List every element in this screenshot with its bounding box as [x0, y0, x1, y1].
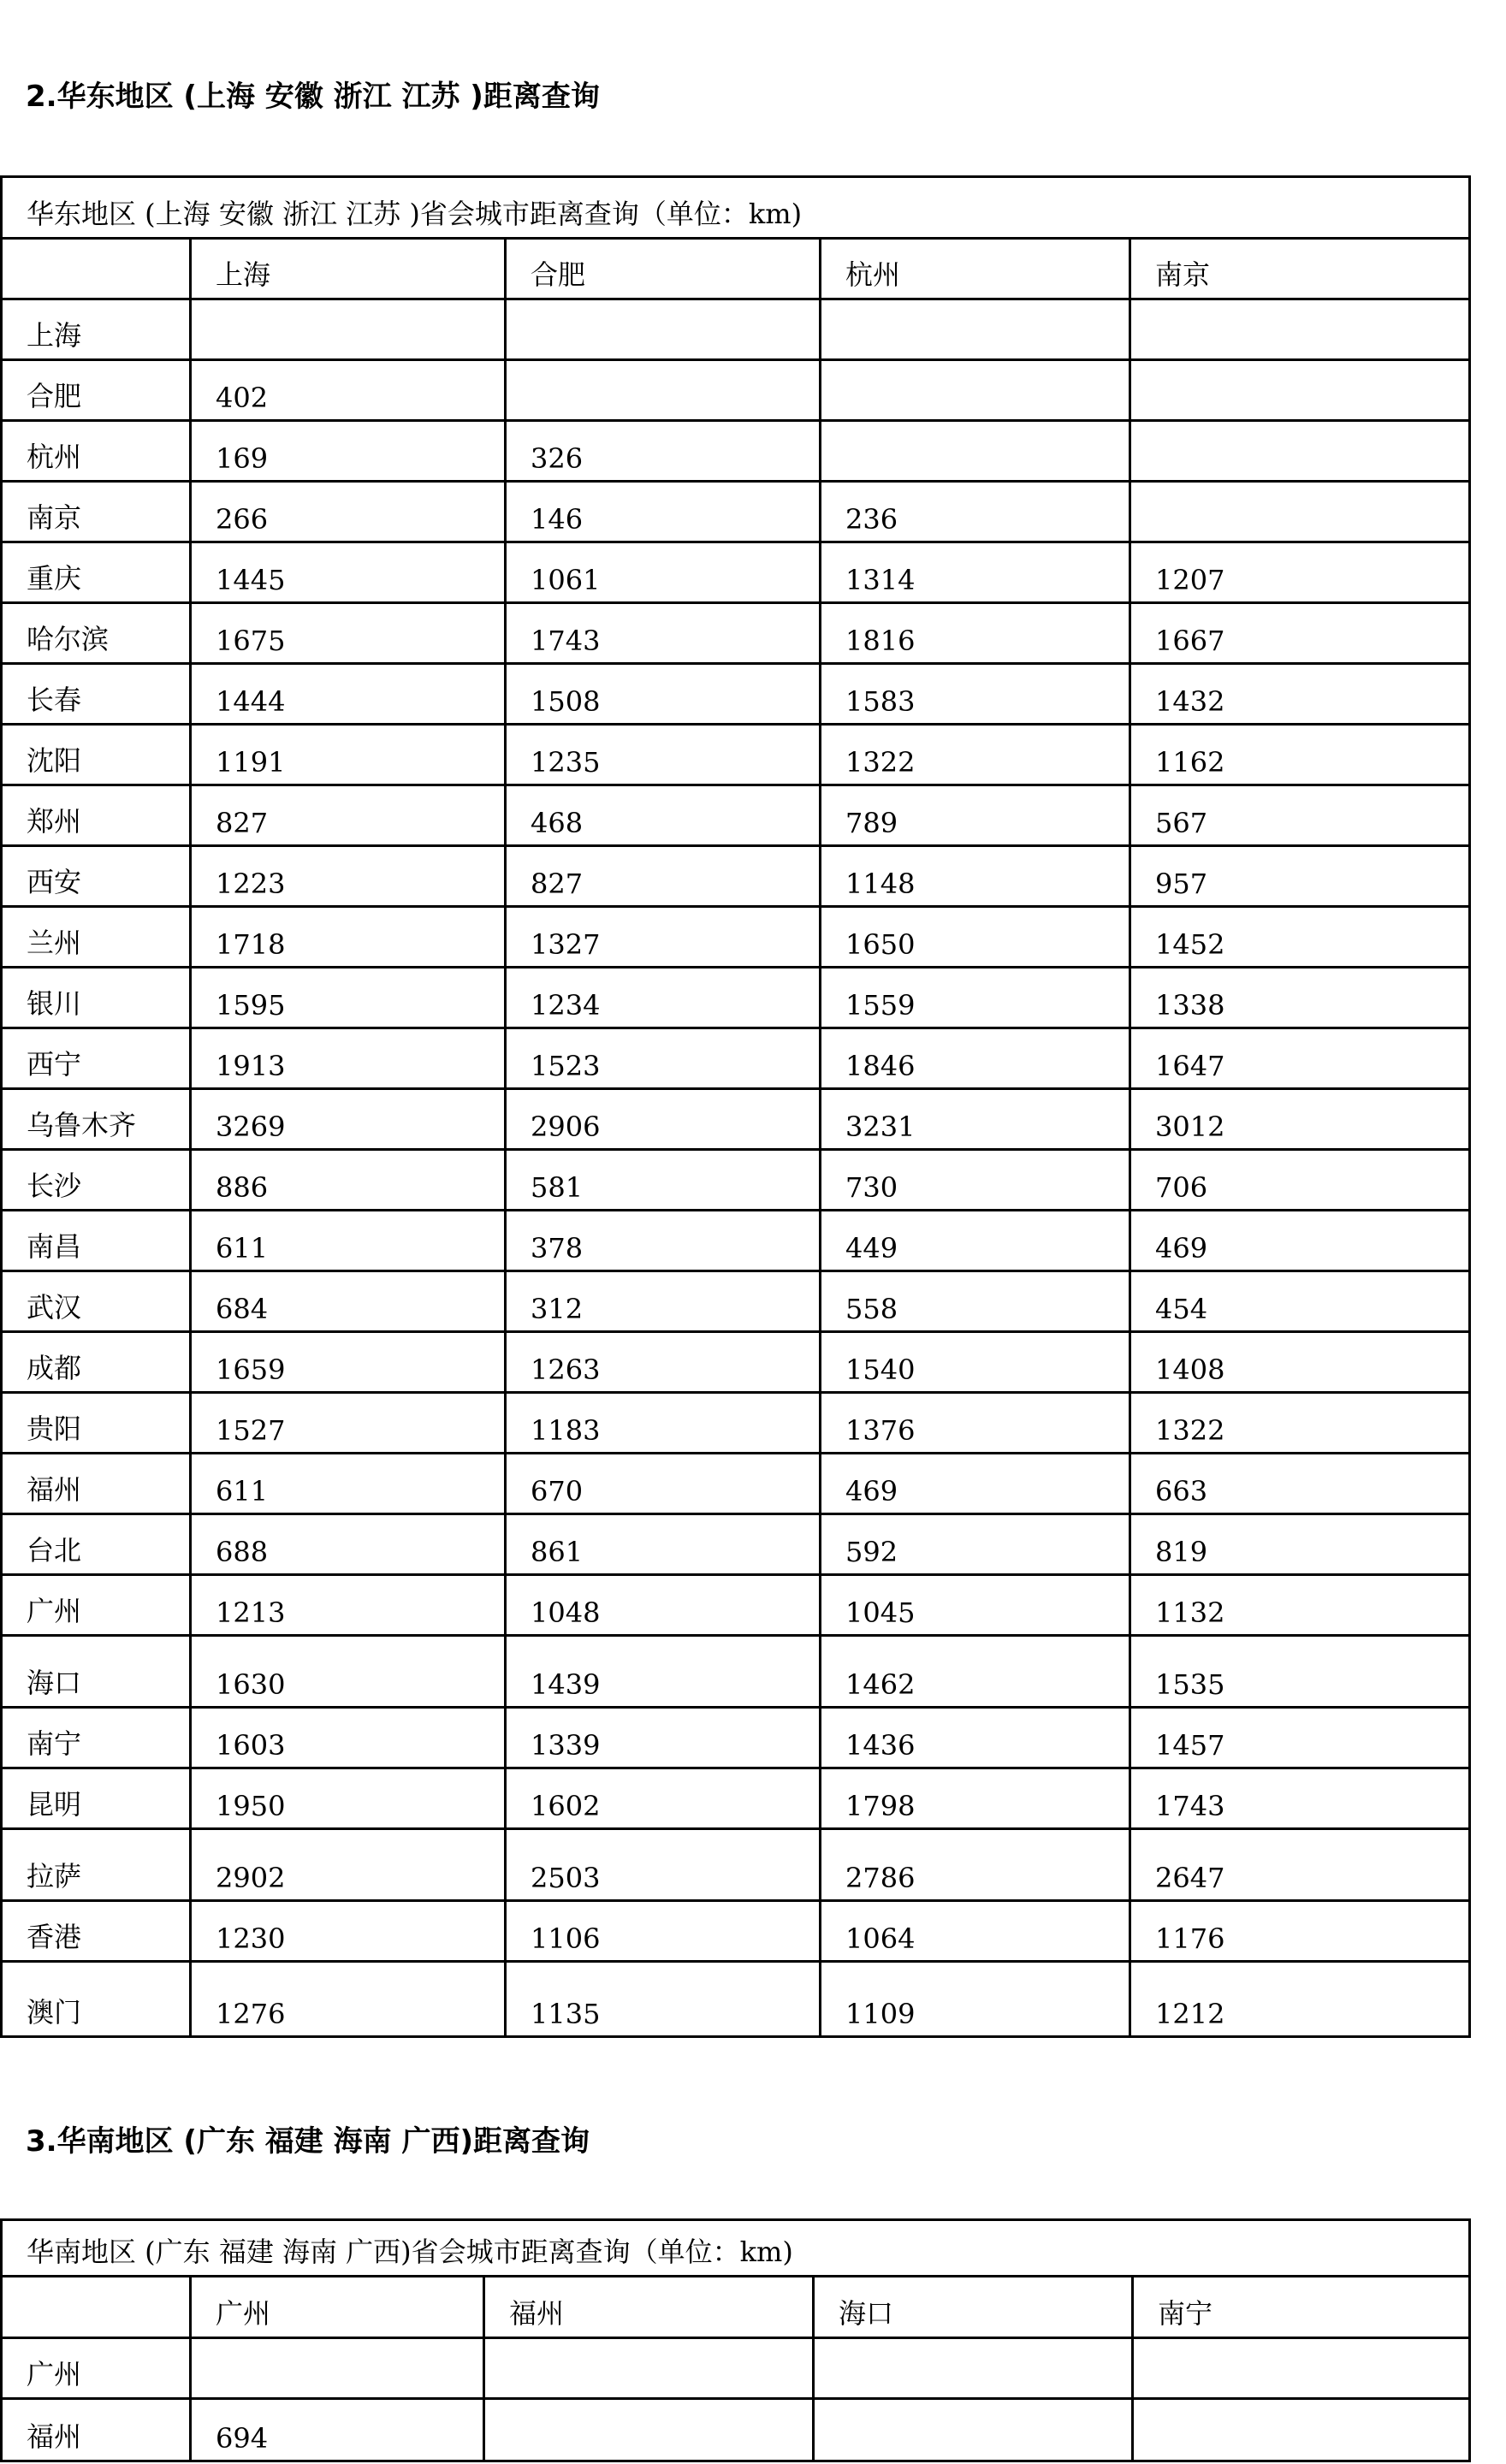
distance-cell: 1630 — [191, 1636, 506, 1708]
distance-cell: 2902 — [191, 1829, 506, 1901]
distance-cell: 266 — [191, 482, 506, 542]
distance-cell: 1743 — [1130, 1768, 1470, 1829]
section-3-heading: 3.华南地区 (广东 福建 海南 广西)距离查询 — [26, 2124, 590, 2159]
distance-cell: 2503 — [506, 1829, 821, 1901]
distance-cell: 1667 — [1130, 603, 1470, 664]
distance-cell: 827 — [506, 846, 821, 907]
distance-cell: 688 — [191, 1514, 506, 1575]
table-row — [2, 2338, 1470, 2399]
distance-cell: 1444 — [191, 664, 506, 725]
row-city-label: 西安 — [2, 846, 191, 907]
row-city-label: 南昌 — [2, 1211, 191, 1271]
distance-cell: 1559 — [821, 968, 1130, 1028]
column-header: 上海 — [191, 239, 506, 299]
table-header-row — [2, 2277, 1470, 2338]
table-row — [2, 1089, 1470, 1150]
distance-cell: 684 — [191, 1271, 506, 1332]
table-row — [2, 542, 1470, 603]
distance-cell: 1207 — [1130, 542, 1470, 603]
row-city-label: 长春 — [2, 664, 191, 725]
table-row — [2, 360, 1470, 421]
row-city-label: 海口 — [2, 1636, 191, 1708]
table-title: 华南地区 (广东 福建 海南 广西)省会城市距离查询（单位：km) — [2, 2220, 1470, 2277]
table-row — [2, 603, 1470, 664]
distance-cell — [1130, 299, 1470, 360]
distance-cell: 819 — [1130, 1514, 1470, 1575]
distance-cell: 1327 — [506, 907, 821, 968]
distance-cell: 827 — [191, 785, 506, 846]
row-city-label: 上海 — [2, 299, 191, 360]
row-city-label: 郑州 — [2, 785, 191, 846]
south-china-distance-table — [0, 2218, 1471, 2462]
distance-cell: 1212 — [1130, 1962, 1470, 2037]
distance-cell: 1432 — [1130, 664, 1470, 725]
distance-cell: 1523 — [506, 1028, 821, 1089]
distance-cell: 1135 — [506, 1962, 821, 2037]
distance-cell: 567 — [1130, 785, 1470, 846]
table-row — [2, 482, 1470, 542]
distance-cell: 1583 — [821, 664, 1130, 725]
row-city-label: 沈阳 — [2, 725, 191, 785]
distance-cell — [1133, 2399, 1470, 2461]
distance-cell: 1452 — [1130, 907, 1470, 968]
distance-cell: 861 — [506, 1514, 821, 1575]
row-city-label: 银川 — [2, 968, 191, 1028]
distance-cell — [821, 421, 1130, 482]
row-city-label: 贵阳 — [2, 1393, 191, 1454]
distance-cell: 1234 — [506, 968, 821, 1028]
distance-cell: 1816 — [821, 603, 1130, 664]
row-city-label: 福州 — [2, 1454, 191, 1514]
distance-cell: 146 — [506, 482, 821, 542]
distance-cell: 1213 — [191, 1575, 506, 1636]
distance-cell: 1436 — [821, 1708, 1130, 1768]
corner-cell — [2, 239, 191, 299]
table-row — [2, 1332, 1470, 1393]
distance-cell: 1045 — [821, 1575, 1130, 1636]
column-header: 广州 — [191, 2277, 484, 2338]
table-row — [2, 1393, 1470, 1454]
distance-cell: 581 — [506, 1150, 821, 1211]
distance-cell — [1130, 421, 1470, 482]
distance-cell — [821, 299, 1130, 360]
distance-cell: 1109 — [821, 1962, 1130, 2037]
distance-cell: 663 — [1130, 1454, 1470, 1514]
row-city-label: 南宁 — [2, 1708, 191, 1768]
table-title-row — [2, 177, 1470, 239]
column-header: 杭州 — [821, 239, 1130, 299]
distance-cell — [1133, 2338, 1470, 2399]
distance-cell: 378 — [506, 1211, 821, 1271]
distance-cell: 1913 — [191, 1028, 506, 1089]
corner-cell — [2, 2277, 191, 2338]
table-row — [2, 1575, 1470, 1636]
distance-cell: 1603 — [191, 1708, 506, 1768]
distance-cell: 1595 — [191, 968, 506, 1028]
row-city-label: 昆明 — [2, 1768, 191, 1829]
distance-cell: 1223 — [191, 846, 506, 907]
table-row — [2, 907, 1470, 968]
distance-cell: 1176 — [1130, 1901, 1470, 1962]
distance-cell: 469 — [1130, 1211, 1470, 1271]
distance-cell — [814, 2338, 1133, 2399]
distance-cell: 592 — [821, 1514, 1130, 1575]
row-city-label: 重庆 — [2, 542, 191, 603]
distance-cell: 1457 — [1130, 1708, 1470, 1768]
table-header-row — [2, 239, 1470, 299]
column-header: 合肥 — [506, 239, 821, 299]
distance-cell: 236 — [821, 482, 1130, 542]
table-row — [2, 725, 1470, 785]
distance-cell: 1235 — [506, 725, 821, 785]
distance-cell — [821, 360, 1130, 421]
distance-cell: 1048 — [506, 1575, 821, 1636]
distance-cell: 449 — [821, 1211, 1130, 1271]
distance-cell: 957 — [1130, 846, 1470, 907]
section-2-heading: 2.华东地区 (上海 安徽 浙江 江苏 )距离查询 — [26, 80, 600, 114]
distance-cell: 1339 — [506, 1708, 821, 1768]
row-city-label: 杭州 — [2, 421, 191, 482]
row-city-label: 广州 — [2, 2338, 191, 2399]
distance-cell: 1462 — [821, 1636, 1130, 1708]
distance-cell: 1338 — [1130, 968, 1470, 1028]
table-row — [2, 785, 1470, 846]
table-row — [2, 1962, 1470, 2037]
distance-cell — [484, 2399, 814, 2461]
row-city-label: 广州 — [2, 1575, 191, 1636]
distance-cell: 1314 — [821, 542, 1130, 603]
distance-cell: 611 — [191, 1454, 506, 1514]
distance-cell: 1659 — [191, 1332, 506, 1393]
distance-cell: 1408 — [1130, 1332, 1470, 1393]
distance-cell — [484, 2338, 814, 2399]
distance-cell: 1647 — [1130, 1028, 1470, 1089]
table-row — [2, 1028, 1470, 1089]
distance-cell: 1061 — [506, 542, 821, 603]
table-row — [2, 2399, 1470, 2461]
row-city-label: 成都 — [2, 1332, 191, 1393]
distance-cell: 706 — [1130, 1150, 1470, 1211]
table-title: 华东地区 (上海 安徽 浙江 江苏 )省会城市距离查询（单位：km) — [2, 177, 1470, 239]
distance-cell: 1148 — [821, 846, 1130, 907]
table-row — [2, 1901, 1470, 1962]
distance-cell: 1650 — [821, 907, 1130, 968]
distance-cell: 1376 — [821, 1393, 1130, 1454]
distance-cell: 1132 — [1130, 1575, 1470, 1636]
distance-cell: 1162 — [1130, 725, 1470, 785]
distance-cell: 730 — [821, 1150, 1130, 1211]
distance-cell: 2786 — [821, 1829, 1130, 1901]
table-row — [2, 846, 1470, 907]
distance-cell: 1276 — [191, 1962, 506, 2037]
distance-cell: 312 — [506, 1271, 821, 1332]
distance-cell: 1527 — [191, 1393, 506, 1454]
row-city-label: 澳门 — [2, 1962, 191, 2037]
distance-cell: 1183 — [506, 1393, 821, 1454]
distance-cell: 326 — [506, 421, 821, 482]
distance-cell: 1950 — [191, 1768, 506, 1829]
distance-cell: 1540 — [821, 1332, 1130, 1393]
row-city-label: 香港 — [2, 1901, 191, 1962]
distance-cell: 1064 — [821, 1901, 1130, 1962]
row-city-label: 兰州 — [2, 907, 191, 968]
distance-cell — [191, 2338, 484, 2399]
row-city-label: 南京 — [2, 482, 191, 542]
distance-cell: 1718 — [191, 907, 506, 968]
distance-cell: 469 — [821, 1454, 1130, 1514]
distance-cell: 3231 — [821, 1089, 1130, 1150]
row-city-label: 乌鲁木齐 — [2, 1089, 191, 1150]
table-row — [2, 1829, 1470, 1901]
table-row — [2, 1454, 1470, 1514]
distance-cell: 468 — [506, 785, 821, 846]
row-city-label: 台北 — [2, 1514, 191, 1575]
table-row — [2, 1271, 1470, 1332]
table-row — [2, 1768, 1470, 1829]
row-city-label: 武汉 — [2, 1271, 191, 1332]
table-row — [2, 1708, 1470, 1768]
table-row — [2, 1211, 1470, 1271]
distance-cell: 1322 — [1130, 1393, 1470, 1454]
distance-cell — [506, 360, 821, 421]
row-city-label: 拉萨 — [2, 1829, 191, 1901]
table-row — [2, 1150, 1470, 1211]
distance-cell: 2906 — [506, 1089, 821, 1150]
distance-cell: 1602 — [506, 1768, 821, 1829]
table-row — [2, 1514, 1470, 1575]
row-city-label: 福州 — [2, 2399, 191, 2461]
distance-cell: 1445 — [191, 542, 506, 603]
distance-cell: 789 — [821, 785, 1130, 846]
distance-cell: 1439 — [506, 1636, 821, 1708]
table-title-row — [2, 2220, 1470, 2277]
column-header: 南宁 — [1133, 2277, 1470, 2338]
row-city-label: 西宁 — [2, 1028, 191, 1089]
table-row — [2, 968, 1470, 1028]
distance-cell: 169 — [191, 421, 506, 482]
distance-cell: 3269 — [191, 1089, 506, 1150]
distance-cell: 694 — [191, 2399, 484, 2461]
row-city-label: 长沙 — [2, 1150, 191, 1211]
distance-cell: 1798 — [821, 1768, 1130, 1829]
distance-cell: 3012 — [1130, 1089, 1470, 1150]
distance-cell: 886 — [191, 1150, 506, 1211]
distance-cell: 402 — [191, 360, 506, 421]
distance-cell: 611 — [191, 1211, 506, 1271]
column-header: 福州 — [484, 2277, 814, 2338]
east-china-distance-table — [0, 175, 1471, 2038]
table-row — [2, 1636, 1470, 1708]
distance-cell: 1743 — [506, 603, 821, 664]
distance-cell: 1846 — [821, 1028, 1130, 1089]
distance-cell: 2647 — [1130, 1829, 1470, 1901]
distance-cell: 1535 — [1130, 1636, 1470, 1708]
distance-cell: 1263 — [506, 1332, 821, 1393]
column-header: 海口 — [814, 2277, 1133, 2338]
table-row — [2, 299, 1470, 360]
distance-cell — [814, 2399, 1133, 2461]
distance-cell — [506, 299, 821, 360]
distance-cell — [1130, 482, 1470, 542]
table-row — [2, 421, 1470, 482]
distance-cell: 1675 — [191, 603, 506, 664]
distance-cell: 670 — [506, 1454, 821, 1514]
distance-cell: 1508 — [506, 664, 821, 725]
distance-cell: 558 — [821, 1271, 1130, 1332]
distance-cell: 454 — [1130, 1271, 1470, 1332]
table-row — [2, 664, 1470, 725]
distance-cell: 1230 — [191, 1901, 506, 1962]
distance-cell: 1322 — [821, 725, 1130, 785]
distance-cell — [1130, 360, 1470, 421]
column-header: 南京 — [1130, 239, 1470, 299]
distance-cell — [191, 299, 506, 360]
distance-cell: 1191 — [191, 725, 506, 785]
row-city-label: 合肥 — [2, 360, 191, 421]
row-city-label: 哈尔滨 — [2, 603, 191, 664]
distance-cell: 1106 — [506, 1901, 821, 1962]
